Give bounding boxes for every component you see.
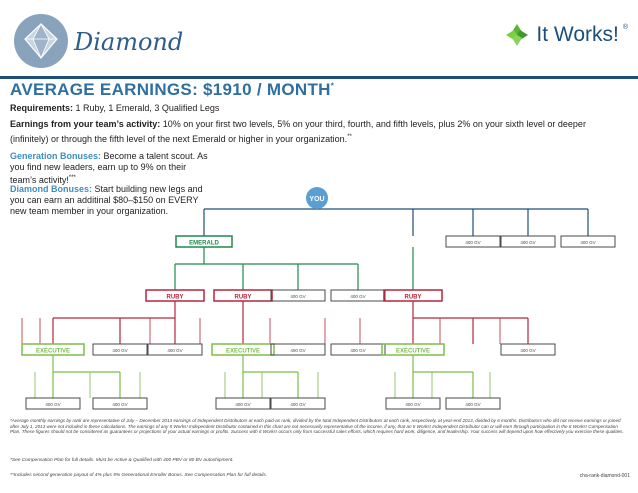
ruby-node — [384, 290, 442, 301]
gv-label: 400 GV — [290, 402, 306, 407]
gv-node — [446, 398, 500, 409]
executive-node — [212, 344, 274, 355]
emerald-node — [176, 236, 232, 247]
gv-label: 400 GV — [465, 240, 481, 245]
diamond-bonus-text: Start building new legs and you can earn an additinal $80–$150 on EVERY new team member in your organization. — [10, 184, 203, 216]
ruby-node — [214, 290, 272, 301]
ruby-label: RUBY — [404, 294, 422, 301]
gv-node — [271, 290, 325, 301]
gv-label: 400 GV — [235, 402, 251, 407]
team-activity-text: 10% on your first two levels, 5% on your third, fourth, and fifth levels, plus 2% on your sixth level or deeper (infinitely) or through the fifth level of the next Emerald or higher in your organization. — [10, 119, 586, 144]
ruby-node — [146, 290, 204, 301]
gv-label: 400 GV — [405, 402, 421, 407]
page-title-text: AVERAGE EARNINGS: $1910 / MONTH — [10, 80, 331, 99]
document-code: cha-rank-diamond-001 — [579, 473, 630, 479]
gv-label: 400 GV — [520, 348, 536, 353]
generation-bonus-footnote-mark: *** — [68, 175, 76, 181]
gv-label: 400 GV — [350, 348, 366, 353]
gv-node — [386, 398, 440, 409]
you-node — [306, 187, 328, 209]
executive-label: EXECUTIVE — [35, 348, 71, 355]
diamond-logo-text: Diamond — [74, 28, 184, 56]
emerald-label: EMERALD — [189, 240, 219, 247]
executive-node — [382, 344, 444, 355]
gv-node — [501, 344, 555, 355]
gv-node — [446, 236, 500, 247]
page-title-footnote-mark: * — [330, 81, 335, 91]
gv-label: 400 GV — [167, 348, 183, 353]
ruby-label: RUBY — [166, 294, 184, 301]
gv-label: 400 GV — [580, 240, 596, 245]
gv-node — [271, 344, 325, 355]
gv-node — [331, 290, 385, 301]
executive-node — [22, 344, 84, 355]
diamond-bonus-label: Diamond Bonuses: — [10, 184, 93, 194]
gv-node — [216, 398, 270, 409]
requirements-text: 1 Ruby, 1 Emerald, 3 Qualified Legs — [73, 103, 220, 113]
generation-bonus-text: Become a talent scout. As you find new leaders, earn up to 9% on their team’s activity! — [10, 151, 208, 185]
executive-label: EXECUTIVE — [395, 348, 431, 355]
registered-mark: ® — [622, 23, 628, 31]
gv-label: 400 GV — [112, 402, 128, 407]
compensation-plan-note: *See Compensation Plan for full details. Must be Active & Qualified with 400 PBV or 80 BV autoshipment. — [10, 458, 234, 463]
earnings-disclaimer: *Average monthly earnings by rank are representative of July – December 2013 earnings of Independent Distributors at each paid-as rank, divided by the total Independent Distributors at each rank, respectively, at year-end 2013, divided by 6 months. Distributors who did not receive earnings or joined after July 1, 2013 were not included in these calculations. The earnings of any It Works! Independent Distributor contained in this chart are not necessarily representative of the income, if any, that an It Works! Independent Distributor can or will earn through participation in the It Works! Compensation Plan. These figures should not be considered as guarantees or projections of your actual earnings or profits. Success with It Works! occurs only from successful sales efforts, which requires hard work, diligence, and leadership. Your success will depend upon how effectively you exercise these qualities. — [10, 418, 624, 435]
gv-label: 400 GV — [520, 240, 536, 245]
team-activity-label: Earnings from your team’s activity: — [10, 119, 161, 129]
gv-node — [93, 398, 147, 409]
generation-bonus-label: Generation Bonuses: — [10, 151, 102, 161]
gv-node — [331, 344, 385, 355]
gv-node — [148, 344, 202, 355]
team-activity-footnote-mark: ** — [347, 134, 352, 140]
gv-label: 400 GV — [350, 294, 366, 299]
gv-label: 400 GV — [45, 402, 61, 407]
brand-name: It Works! — [536, 23, 619, 46]
you-label: YOU — [309, 196, 325, 203]
gv-node — [26, 398, 80, 409]
gv-label: 400 GV — [290, 294, 306, 299]
requirements-label: Requirements: — [10, 103, 74, 113]
gv-label: 400 GV — [112, 348, 128, 353]
second-generation-note: **Includes second generation payout of 4% plus 5% Generational Enroller Bonus. See Compensation Plan for full details. — [10, 473, 268, 478]
gv-node — [93, 344, 147, 355]
executive-label: EXECUTIVE — [225, 348, 261, 355]
gv-node — [501, 236, 555, 247]
gv-node — [561, 236, 615, 247]
gv-label: 400 GV — [465, 402, 481, 407]
gv-label: 400 GV — [290, 348, 306, 353]
gv-node — [271, 398, 325, 409]
ruby-label: RUBY — [234, 294, 252, 301]
